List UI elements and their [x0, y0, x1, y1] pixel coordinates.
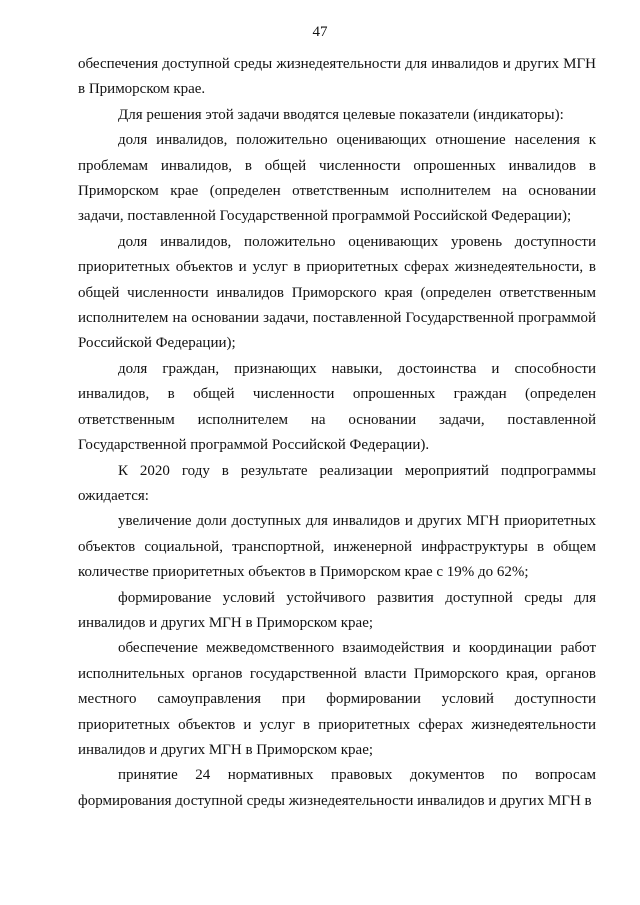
paragraph: Для решения этой задачи вводятся целевые показатели (индикаторы):	[118, 106, 564, 123]
paragraph: увеличение доли доступных для инвалидов и других МГН приоритетных объектов социальной, транспортной, инженерной инфраструктуры в общем количестве приоритетных объектов в Приморском крае с 19% до 62%;	[78, 513, 596, 581]
paragraph: К 2020 году в результате реализации мероприятий подпрограммы ожидается:	[78, 462, 596, 504]
paragraph: обеспечение межведомственного взаимодействия и координации работ исполнительных органов государственной власти Приморского края, органов местного самоуправления при формировании условий доступности приоритетных объектов и услуг в приоритетных сферах жизнедеятельности инвалидов и других МГН в Приморском крае;	[78, 640, 596, 758]
paragraph: принятие 24 нормативных правовых документов по вопросам формирования доступной среды жизнедеятельности инвалидов и других МГН в	[78, 767, 596, 809]
paragraph: доля инвалидов, положительно оценивающих уровень доступности приоритетных объектов и услуг в приоритетных сферах жизнедеятельности, в общей численности инвалидов Приморского края (определен ответственным исполнителем на основании задачи, поставленной Государственной программой Российской Федерации);	[78, 233, 596, 352]
page-number: 47	[312, 24, 328, 40]
paragraph: формирование условий устойчивого развития доступной среды для инвалидов и других МГН в Приморском крае;	[78, 589, 596, 631]
paragraph: обеспечения доступной среды жизнедеятельности для инвалидов и других МГН в Приморском крае.	[78, 56, 596, 98]
document-body	[78, 52, 596, 814]
paragraph: доля граждан, признающих навыки, достоинства и способности инвалидов, в общей численности опрошенных граждан (определен ответственным исполнителем на основании задачи, поставленной Государственной программой Российской Федерации).	[78, 360, 596, 454]
paragraph: доля инвалидов, положительно оценивающих отношение населения к проблемам инвалидов, в общей численности опрошенных инвалидов в Приморском крае (определен ответственным исполнителем на основании задачи, поставленной Государственной программой Российской Федерации);	[78, 132, 596, 225]
